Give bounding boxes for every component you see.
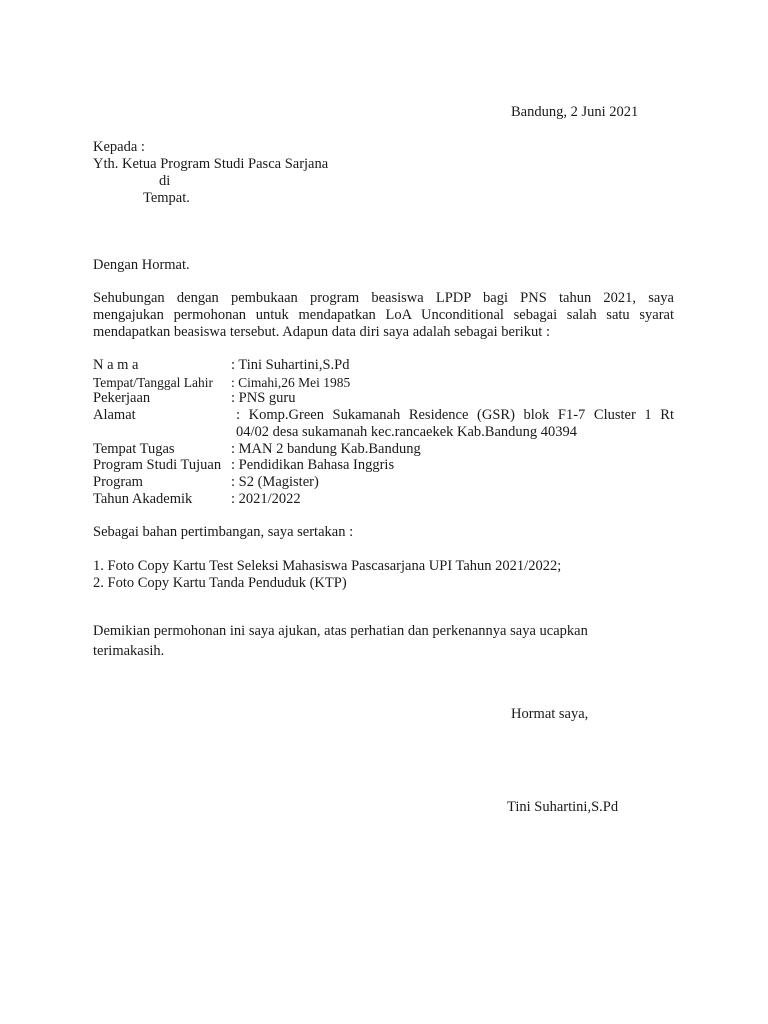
recipient-place: Tempat.	[143, 190, 190, 206]
field-label-program: Program	[93, 474, 143, 490]
field-label-ttl: Tempat/Tanggal Lahir	[93, 375, 213, 390]
field-value-program: : S2 (Magister)	[231, 474, 319, 490]
place-date: Bandung, 2 Juni 2021	[511, 104, 639, 120]
to-label: Kepada :	[93, 139, 145, 155]
signature-name: Tini Suhartini,S.Pd	[507, 799, 619, 815]
field-label-tempat-tugas: Tempat Tugas	[93, 441, 175, 457]
field-value-pekerjaan: : PNS guru	[231, 390, 296, 406]
field-label-program-studi: Program Studi Tujuan	[93, 457, 222, 473]
field-label-tahun-akademik: Tahun Akademik	[93, 491, 193, 507]
closing-line-1: Demikian permohonan ini saya ajukan, atas perhatian dan perkenannya saya ucapkan	[93, 623, 588, 639]
field-label-nama: N a m a	[93, 357, 139, 373]
intro-line-2: mengajukan permohonan untuk mendapatkan LoA Unconditional sebagai salah satu syarat	[93, 307, 674, 323]
field-label-alamat: Alamat	[93, 407, 136, 423]
field-value-tempat-tugas: : MAN 2 bandung Kab.Bandung	[231, 441, 421, 457]
field-value-ttl: : Cimahi,26 Mei 1985	[231, 375, 351, 390]
recipient: Yth. Ketua Program Studi Pasca Sarjana	[93, 156, 329, 172]
field-value-alamat: : Komp.Green Sukamanah Residence (GSR) blok F1-7 Cluster 1 Rt	[236, 407, 674, 423]
regards: Hormat saya,	[511, 706, 589, 722]
field-value-nama: : Tini Suhartini,S.Pd	[231, 357, 350, 373]
field-value-alamat-2: 04/02 desa sukamanah kec.rancaekek Kab.Bandung 40394	[236, 424, 578, 440]
field-value-program-studi: : Pendidikan Bahasa Inggris	[231, 457, 395, 473]
salutation: Dengan Hormat.	[93, 257, 190, 273]
attachment-item-1: 1. Foto Copy Kartu Test Seleksi Mahasiswa Pascasarjana UPI Tahun 2021/2022;	[93, 558, 562, 574]
closing-line-2: terimakasih.	[93, 643, 165, 659]
field-label-pekerjaan: Pekerjaan	[93, 390, 151, 406]
intro-line-1: Sehubungan dengan pembukaan program beasiswa LPDP bagi PNS tahun 2021, saya	[93, 290, 674, 306]
attach-intro: Sebagai bahan pertimbangan, saya sertakan :	[93, 524, 354, 540]
recipient-di: di	[159, 173, 171, 189]
field-value-tahun-akademik: : 2021/2022	[231, 491, 301, 507]
intro-line-3: mendapatkan beasiswa tersebut. Adapun data diri saya adalah sebagai berikut :	[93, 324, 550, 340]
attachment-item-2: 2. Foto Copy Kartu Tanda Penduduk (KTP)	[93, 575, 347, 591]
